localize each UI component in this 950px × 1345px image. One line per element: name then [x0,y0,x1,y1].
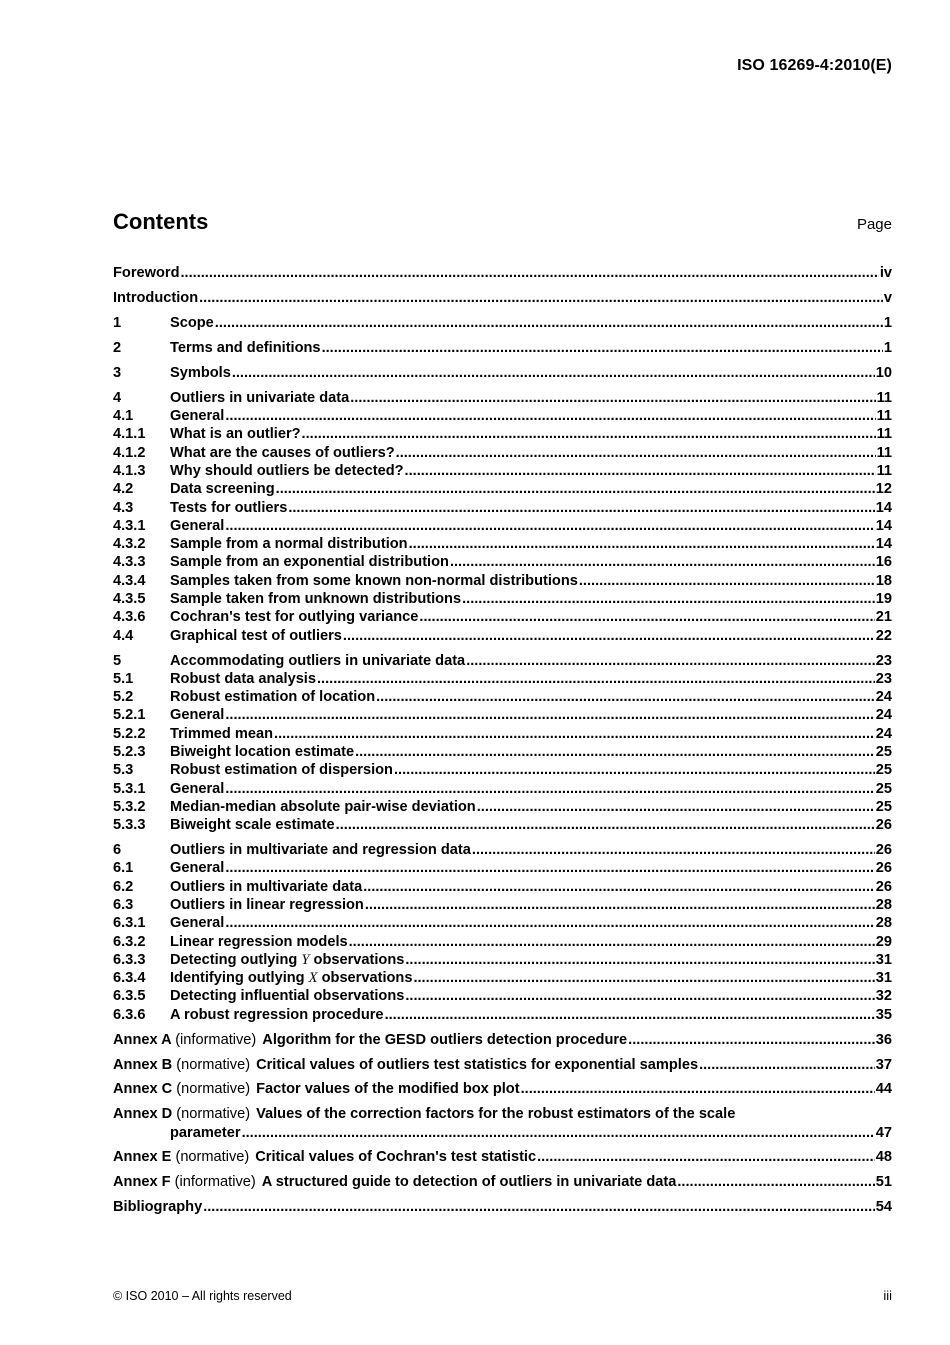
dot-leader [405,987,874,1005]
dot-leader [521,1080,875,1098]
toc-entry-annex-a[interactable] [113,1030,892,1048]
dot-leader [225,517,874,535]
toc-entry-4-3-5[interactable] [113,590,892,608]
annex-label: Annex C [113,1081,173,1098]
toc-entry-6-2[interactable] [113,877,892,895]
toc-number: 2 [113,339,122,356]
toc-title: Samples taken from some known non-normal distributions [170,572,578,589]
toc-number: 5.3 [113,762,134,779]
toc-number: 5.1 [113,670,134,687]
toc-title [113,1173,676,1191]
toc-entry-annex-f[interactable] [113,1173,892,1191]
annex-title: A structured guide to detection of outliers in univariate data [261,1174,677,1191]
dot-leader [225,914,874,932]
toc-entry-5-2-1[interactable] [113,706,892,724]
dot-leader [396,444,876,462]
dot-leader [276,480,875,498]
toc-title: Outliers in linear regression [170,896,364,913]
toc-number: 5.2 [113,689,134,706]
dot-leader [349,933,875,951]
toc-title: Robust estimation of dispersion [170,762,393,779]
dot-leader [376,688,875,706]
toc-title: Sample from an exponential distribution [170,554,449,571]
toc-entry-foreword[interactable] [113,264,892,282]
toc-page-number: 22 [875,627,892,644]
toc-entry-introduction[interactable] [113,289,892,307]
dot-leader [385,1006,875,1024]
toc-number: 1 [113,315,122,332]
footer-copyright: © ISO 2010 – All rights reserved [113,1289,292,1303]
toc-title [113,1080,520,1098]
dot-leader [215,314,883,332]
toc-entry-5-1[interactable] [113,670,892,688]
toc-number: 4.4 [113,627,134,644]
toc-page-number: v [883,290,892,307]
toc-entry-annex-e[interactable] [113,1148,892,1166]
toc-title: Scope [170,315,214,332]
toc-number: 6.3.6 [113,1006,146,1023]
variable-x: X [308,970,318,987]
toc-number: 4.3.3 [113,554,146,571]
toc-title: Outliers in multivariate and regression data [170,842,471,859]
toc-entry-annex-d[interactable] [113,1105,892,1123]
toc-page-number: 1 [883,315,892,332]
annex-title: Values of the correction factors for the robust estimators of the scale [256,1106,736,1123]
toc-entry-3[interactable] [113,364,892,382]
toc-number: 4.1.2 [113,444,146,461]
toc-number: 5.3.2 [113,798,146,815]
toc-title: Introduction [113,290,199,307]
toc-page-number: iv [879,265,892,282]
dot-leader [225,859,874,877]
toc-entry-4[interactable] [113,388,892,406]
toc-page-number: 1 [883,339,892,356]
toc-page-number: 11 [876,408,892,425]
toc-entry-annex-d-continued[interactable] [113,1123,892,1141]
toc-page-number: 36 [875,1031,892,1048]
toc-entry-4-3-6[interactable] [113,608,892,626]
toc-title: Symbols [170,364,231,381]
annex-title: Critical values of outliers test statistics for exponential samples [256,1056,699,1073]
toc-page-number: 11 [876,462,892,479]
toc-entry-5[interactable] [113,651,892,669]
toc-title: General [170,517,225,534]
dot-leader [466,652,875,670]
toc-title: Outliers in multivariate data [170,878,363,895]
toc-title: Detecting influential observations [170,988,405,1005]
toc-number: 6.1 [113,860,134,877]
toc-entry-6-3-2[interactable] [113,932,892,950]
toc-page-number: 12 [875,481,892,498]
toc-page-number: 24 [875,689,892,706]
toc-page-number: 14 [875,517,892,534]
annex-label: Annex D [113,1106,173,1123]
toc-title [170,951,404,969]
annex-label: Annex E [113,1149,172,1166]
dot-leader [343,627,875,645]
toc-page-number: 25 [875,780,892,797]
toc-number: 6.3.2 [113,933,146,950]
toc-page-number: 26 [875,860,892,877]
toc-page-number: 26 [875,817,892,834]
dot-leader [677,1173,874,1191]
footer-page-number: iii [883,1288,892,1303]
toc-entry-4-2[interactable] [113,480,892,498]
toc-page-number: 16 [875,554,892,571]
toc-entry-4-3-3[interactable] [113,553,892,571]
toc-entry-5-3-2[interactable] [113,798,892,816]
toc-title: General [170,780,225,797]
toc-title-text: Identifying outlying [170,970,309,987]
dot-leader [394,761,875,779]
annex-title: Algorithm for the GESD outliers detection procedure [262,1031,628,1048]
dot-leader [336,816,875,834]
annex-title: Factor values of the modified box plot [256,1081,520,1098]
toc-number: 3 [113,364,122,381]
toc-number: 5.2.1 [113,707,146,724]
toc-page-number: 11 [876,444,892,461]
toc-entry-6-3-1[interactable] [113,914,892,932]
toc-entry-5-2[interactable] [113,688,892,706]
toc-entry-5-2-2[interactable] [113,724,892,742]
toc-entry-6[interactable] [113,841,892,859]
toc-page-number: 26 [875,842,892,859]
toc-number: 4.1.1 [113,426,146,443]
toc-number: 4 [113,389,122,406]
toc-title-text: observations [317,970,413,987]
toc-page-number: 25 [875,743,892,760]
dot-leader [409,535,875,553]
toc-number: 5.3.3 [113,817,146,834]
toc-title: Terms and definitions [170,339,321,356]
toc-page-number: 35 [875,1006,892,1023]
toc-entry-4-3-1[interactable] [113,517,892,535]
toc-page-number: 29 [875,933,892,950]
toc-number: 4.3.1 [113,517,146,534]
toc-title: General [170,915,225,932]
toc-page-number: 14 [875,499,892,516]
toc-page-number: 23 [875,652,892,669]
toc-title: Trimmed mean [170,725,274,742]
contents-heading: Contents [113,209,209,234]
toc-entry-5-3-3[interactable] [113,816,892,834]
toc-entry-5-2-3[interactable] [113,743,892,761]
toc-title: What is an outlier? [170,426,301,443]
annex-label: Annex B [113,1056,173,1073]
toc-page-number: 18 [875,572,892,589]
dot-leader [413,969,874,987]
toc-title: Tests for outliers [170,499,288,516]
annex-title-continued: parameter [170,1124,241,1141]
toc-number: 5 [113,652,122,669]
toc-number: 6 [113,842,122,859]
toc-number: 5.2.2 [113,725,146,742]
page-column-label: Page [856,216,892,233]
dot-leader [288,499,874,517]
toc-title: Biweight scale estimate [170,817,335,834]
toc-title: Linear regression models [170,933,348,950]
toc-entry-4-1-3[interactable] [113,462,892,480]
toc-title: Foreword [113,265,180,282]
table-of-contents [113,264,892,1216]
dot-leader [225,780,874,798]
dot-leader [365,896,875,914]
variable-y: Y [301,951,310,968]
toc-title: Bibliography [113,1199,203,1216]
dot-leader [628,1031,875,1049]
toc-page-number: 14 [875,536,892,553]
toc-page-number: 31 [875,951,892,968]
dot-leader [450,553,875,571]
toc-title: Accommodating outliers in univariate data [170,652,466,669]
toc-entry-2[interactable] [113,339,892,357]
toc-entry-annex-b[interactable] [113,1055,892,1073]
toc-entry-4-3[interactable] [113,498,892,516]
toc-page-number: 26 [875,878,892,895]
toc-title: What are the causes of outliers? [170,444,395,461]
toc-page-number: 51 [875,1174,892,1191]
toc-title: Biweight location estimate [170,743,355,760]
toc-title-text: Detecting outlying [170,951,302,968]
toc-entry-4-4[interactable] [113,626,892,644]
annex-label: Annex A [113,1031,172,1048]
toc-page-number: 24 [875,707,892,724]
toc-page-number: 37 [875,1056,892,1073]
toc-page-number: 25 [875,762,892,779]
toc-entry-bibliography[interactable] [113,1198,892,1216]
toc-number: 6.3.5 [113,988,146,1005]
toc-title [113,1031,627,1049]
toc-entry-4-1-1[interactable] [113,425,892,443]
toc-entry-5-3[interactable] [113,761,892,779]
annex-type: (normative) [176,1106,251,1123]
toc-number: 4.2 [113,481,134,498]
toc-number: 4.3.5 [113,591,146,608]
toc-title [170,969,412,987]
toc-page-number: 23 [875,670,892,687]
toc-number: 4.3 [113,499,134,516]
dot-leader [579,572,875,590]
dot-leader [405,462,876,480]
toc-page-number: 11 [876,389,892,406]
toc-entry-6-3-4[interactable] [113,969,892,987]
toc-entry-6-3-6[interactable] [113,1005,892,1023]
toc-entry-5-3-1[interactable] [113,779,892,797]
dot-leader [199,289,883,307]
dot-leader [232,364,875,382]
toc-entry-6-3-3[interactable] [113,951,892,969]
dot-leader [363,878,875,896]
dot-leader [537,1148,875,1166]
document-id: ISO 16269-4:2010(E) [737,57,892,74]
toc-entry-6-3[interactable] [113,896,892,914]
dot-leader [180,264,878,282]
toc-entry-4-3-4[interactable] [113,571,892,589]
toc-number: 5.2.3 [113,743,146,760]
toc-page-number: 54 [875,1199,892,1216]
toc-number: 6.3 [113,896,134,913]
dot-leader [419,608,874,626]
toc-title [113,1056,698,1074]
annex-type: (informative) [175,1031,257,1048]
dot-leader [322,339,883,357]
toc-title [113,1148,536,1166]
toc-number: 4.1 [113,408,134,425]
toc-page-number: 31 [875,970,892,987]
toc-number: 4.3.2 [113,536,146,553]
toc-title [113,1105,735,1123]
toc-title: Median-median absolute pair-wise deviation [170,798,476,815]
toc-page-number: 10 [875,364,892,381]
toc-page-number: 11 [876,426,892,443]
toc-page-number: 19 [875,591,892,608]
toc-title: Graphical test of outliers [170,627,342,644]
toc-number: 6.3.1 [113,915,146,932]
toc-number: 4.3.6 [113,609,146,626]
toc-title-text: observations [309,951,405,968]
toc-number: 5.3.1 [113,780,146,797]
toc-title: Outliers in univariate data [170,389,350,406]
dot-leader [462,590,875,608]
toc-page-number: 32 [875,988,892,1005]
toc-page-number: 44 [875,1081,892,1098]
toc-title: Why should outliers be detected? [170,462,404,479]
dot-leader [350,389,875,407]
toc-title: A robust regression procedure [170,1006,384,1023]
dot-leader [225,407,875,425]
toc-page-number: 28 [875,915,892,932]
toc-title: General [170,860,225,877]
dot-leader [225,706,874,724]
toc-entry-4-1[interactable] [113,407,892,425]
annex-label: Annex F [113,1174,171,1191]
toc-page-number: 48 [875,1149,892,1166]
toc-title: Data screening [170,481,275,498]
toc-page-number: 47 [875,1124,892,1141]
dot-leader [302,425,876,443]
toc-number: 6.2 [113,878,134,895]
annex-type: (informative) [174,1174,256,1191]
dot-leader [242,1124,875,1142]
dot-leader [355,743,875,761]
toc-title: Cochran's test for outlying variance [170,609,419,626]
toc-entry-4-3-2[interactable] [113,535,892,553]
toc-title: Sample from a normal distribution [170,536,408,553]
toc-page-number: 24 [875,725,892,742]
dot-leader [317,670,875,688]
toc-number: 6.3.3 [113,951,146,968]
annex-type: (normative) [176,1081,251,1098]
dot-leader [274,725,875,743]
dot-leader [477,798,875,816]
dot-leader [203,1198,875,1216]
dot-leader [472,841,875,859]
toc-title: Sample taken from unknown distributions [170,591,462,608]
toc-number: 4.3.4 [113,572,146,589]
toc-entry-annex-c[interactable] [113,1080,892,1098]
toc-page-number: 25 [875,798,892,815]
toc-title: General [170,408,225,425]
toc-entry-1[interactable] [113,314,892,332]
toc-title: General [170,707,225,724]
toc-title: Robust estimation of location [170,689,376,706]
toc-entry-6-3-5[interactable] [113,987,892,1005]
annex-type: (normative) [175,1149,250,1166]
annex-type: (normative) [176,1056,251,1073]
toc-entry-6-1[interactable] [113,859,892,877]
toc-number: 6.3.4 [113,970,146,987]
annex-title: Critical values of Cochran's test statistic [255,1149,537,1166]
dot-leader [405,951,874,969]
toc-number: 4.1.3 [113,462,146,479]
dot-leader [699,1056,875,1074]
toc-title: Robust data analysis [170,670,316,687]
toc-entry-4-1-2[interactable] [113,443,892,461]
toc-page-number: 21 [875,609,892,626]
toc-page-number: 28 [875,896,892,913]
